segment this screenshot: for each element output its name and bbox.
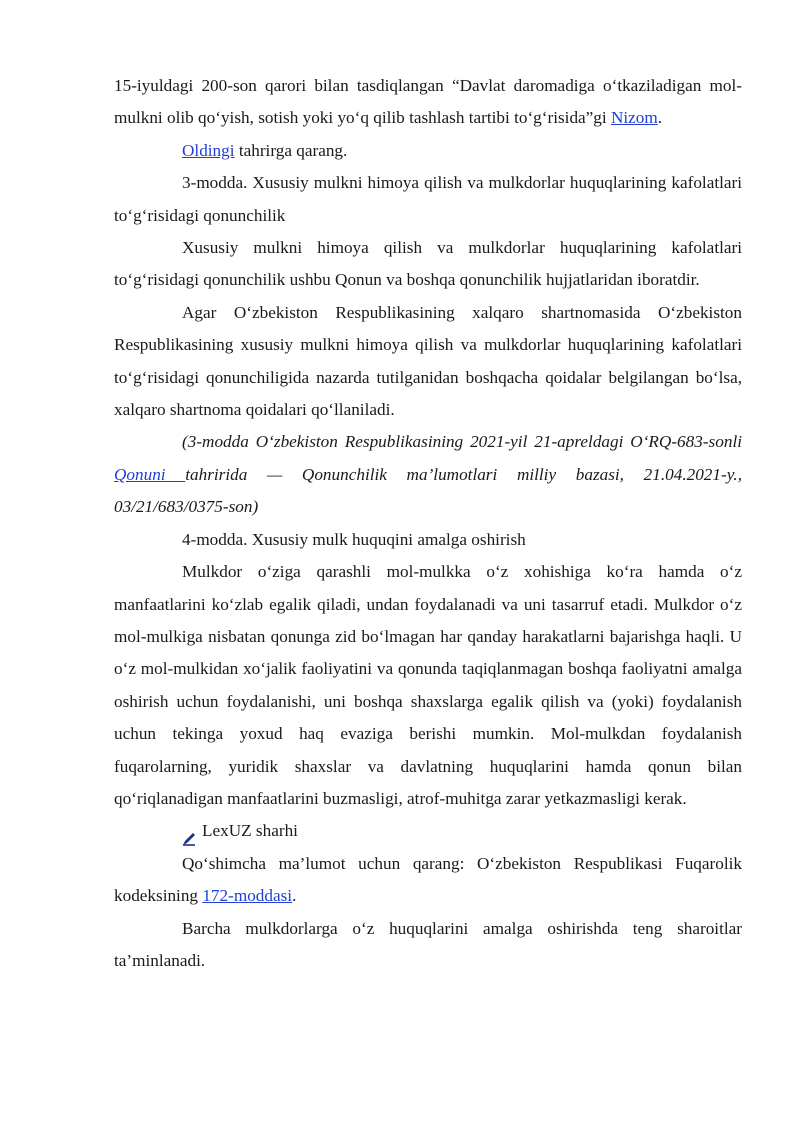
article-3-heading: 3-modda. Xususiy mulkni himoya qilish va mulkdorlar huquqlarining kafolatlari to‘g‘risidagi qonunchilik	[114, 173, 742, 225]
document-page	[114, 70, 742, 977]
article-4-paragraph-1: Mulkdor o‘ziga qarashli mol-mulkka o‘z xohishiga ko‘ra hamda o‘z manfaatlarini ko‘zlab egalik qiladi, undan foydalanadi va uni tasarruf etadi. Mulkdor o‘z mol-mulkiga nisbatan qonunga zid bo‘lmagan har qanday harakatlarni bajarishga haqli. U o‘z mol-mulkidan xo‘jalik faoliyatini va qonunda taqiqlanmagan boshqa faoliyatni amalga oshirish uchun foydalanishi, uni boshqa shaxslarga egalik qilish va (yoki) foydalanish uchun tekinga yoxud haq evaziga berishi mumkin. Mol-mulkdan foydalanish fuqarolarning, yuridik shaxslar va davlatning huquqlarini hamda qonun bilan qo‘riqlanadigan manfaatlarini buzmasligi, atrof-muhitga zarar yetkazmasligi kerak.	[114, 562, 742, 808]
previous-edition-note	[114, 135, 742, 167]
article-172-link[interactable]: 172-moddasi	[202, 886, 293, 906]
edition-note-text-end: tahririda — Qonunchilik ma’lumotlari milliy bazasi, 21.04.2021-y., 03/21/683/0375-son)	[114, 464, 742, 517]
paragraph-nizom-reference	[114, 70, 742, 135]
commentary-text: Qo‘shimcha ma’lumot uchun qarang: O‘zbekiston Respublikasi Fuqarolik kodeksining	[114, 853, 742, 906]
commentary-text-end: .	[292, 886, 297, 906]
article-4-paragraph-2: Barcha mulkdorlarga o‘z huquqlarini amalga oshirishda teng sharoitlar ta’minlanadi.	[114, 918, 742, 970]
article-3-paragraph-1: Xususiy mulkni himoya qilish va mulkdorlar huquqlarining kafolatlari to‘g‘risidagi qonunchilik ushbu Qonun va boshqa qonunchilik hujjatlaridan iboratdir.	[114, 238, 742, 290]
lexuz-commentary-toggle[interactable]	[114, 815, 742, 847]
nizom-link[interactable]: Nizom	[610, 108, 658, 128]
edition-note-text: (3-modda O‘zbekiston Respublikasining 2021-yil 21-apreldagi O‘RQ-683-sonli	[182, 432, 742, 452]
article-3-edition-note	[114, 426, 742, 523]
article-3-paragraph-2: Agar O‘zbekiston Respublikasining xalqaro shartnomasida O‘zbekiston Respublikasining xususiy mulkni himoya qilish va mulkdorlar huquqlarining kafolatlari to‘g‘risidagi qonunchiligida nazarda tutilganidan boshqacha qoidalar belgilangan bo‘lsa, xalqaro shartnoma qoidalari qo‘llaniladi.	[114, 302, 742, 420]
commentary-reference	[114, 848, 742, 913]
qonuni-link[interactable]: Qonuni	[114, 464, 186, 484]
previous-edition-link[interactable]: Oldingi	[182, 140, 235, 160]
pen-icon	[182, 825, 196, 839]
previous-edition-text: tahrirga qarang.	[234, 140, 348, 160]
paragraph-text: 15-iyuldagi 200-son qarori bilan tasdiqlangan “Davlat daromadiga o‘tkaziladigan mol-mulkni olib qo‘yish, sotish yoki yo‘q qilib tashlash tartibi to‘g‘risida”gi	[114, 76, 742, 128]
lexuz-commentary-label: LexUZ sharhi	[202, 821, 298, 841]
article-4-heading: 4-modda. Xususiy mulk huquqini amalga oshirish	[182, 529, 526, 549]
paragraph-text-end: .	[657, 108, 663, 128]
